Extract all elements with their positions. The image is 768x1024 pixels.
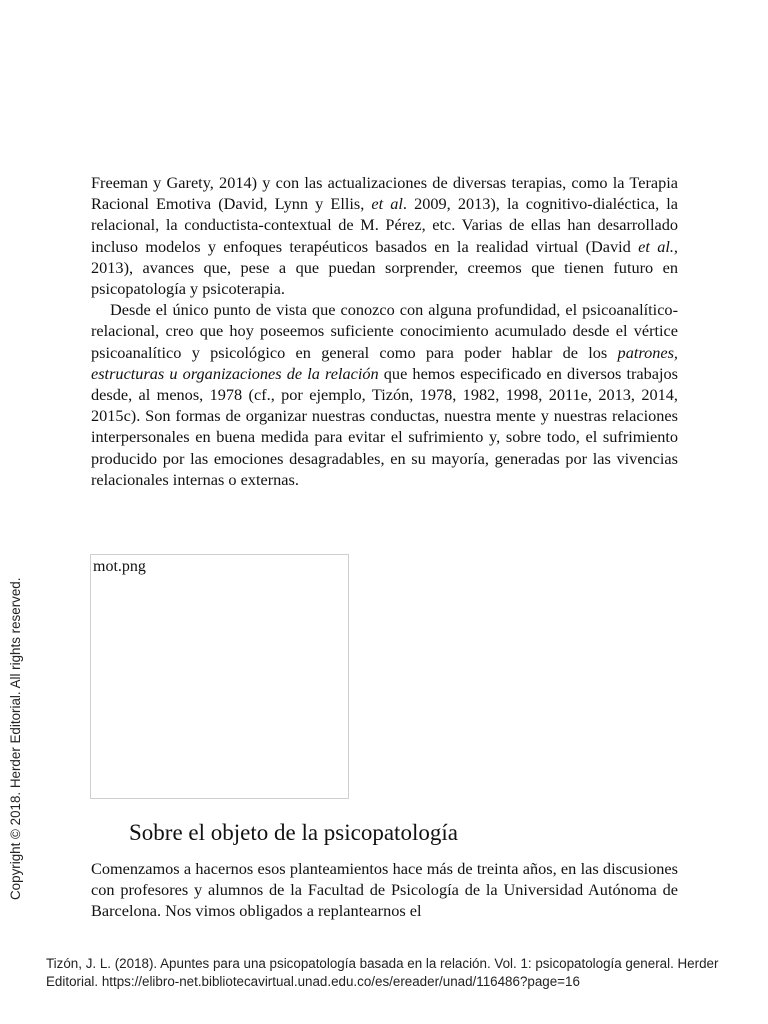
image-filename: mot.png [93, 558, 146, 575]
missing-image-placeholder [90, 554, 349, 799]
section-body-text [91, 858, 678, 922]
copyright-notice: Copyright © 2018. Herder Editorial. All rights reserved. [8, 577, 23, 900]
citation-footer: Tizón, J. L. (2018). Apuntes para una psicopatología basada en la relación. Vol. 1: psicopatología general. Herder Editorial. https://elibro-net.bibliotecavirtual.unad.edu.co/es/ereader/unad/116486?page=16 [46, 956, 719, 989]
text-segment: . 2009, 2013), la cognitivo-dialéctica, la relacional, la conductista-contextual de M. Pérez, etc. Varias de ellas han desarrollado incluso modelos y enfoques terapéuticos basados en la realidad virtual (David [91, 194, 679, 256]
paragraph-2 [91, 299, 678, 490]
text-segment: Freeman y Garety, 2014) y con las actualizaciones de diversas terapias, como la Terapia Racional Emotiva (David, Lynn y Ellis, [91, 173, 678, 214]
book-body-text [91, 172, 678, 490]
paragraph-1 [91, 172, 678, 299]
italic-segment: patrones, estructuras u organizaciones de la relación [91, 342, 678, 383]
section-heading: Sobre el objeto de la psicopatología [129, 820, 458, 845]
text-segment: que hemos especificado en diversos trabajos desde, al menos, 1978 (cf., por ejemplo, Tizón, 1978, 1982, 1998, 2011e, 2013, 2014, 2015c). Son formas de organizar nuestras conductas, nuestra mente y nuestras relaciones interpersonales en buena medida para evitar el sufrimiento y, sobre todo, el sufrimiento producido por las emociones desagradables, en su mayoría, generadas por las vivencias relacionales internas o externas. [91, 363, 678, 489]
text-segment: Desde el único punto de vista que conozco con alguna profundidad, el psicoanalítico-relacional, creo que hoy poseemos suficiente conocimiento acumulado desde el vértice psicoanalítico y psicológico en general como para poder hablar de los [91, 300, 678, 362]
italic-segment: et al [371, 194, 403, 214]
section-paragraph: Comenzamos a hacernos esos planteamientos hace más de treinta años, en las discusiones con profesores y alumnos de la Facultad de Psicología de la Universidad Autónoma de Barcelona. Nos vimos obligados a replantearnos el [91, 859, 678, 921]
italic-segment: et al., [638, 236, 679, 256]
text-segment: 2013), avances que, pese a que puedan sorprender, creemos que tienen futuro en psicopatología y psicoterapia. [91, 257, 678, 299]
